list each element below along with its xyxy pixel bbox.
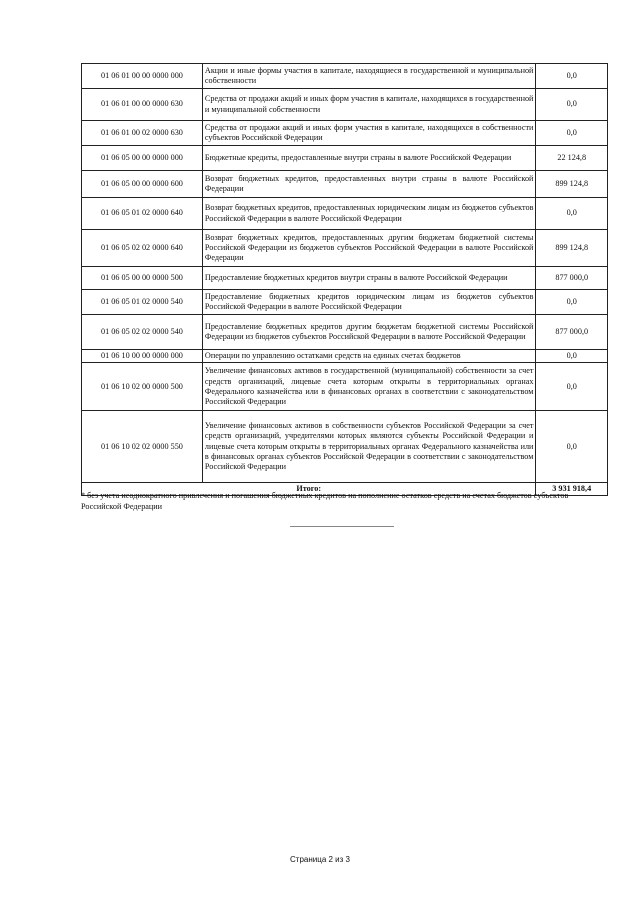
budget-code-cell: 01 06 01 00 02 0000 630 xyxy=(82,121,203,146)
table-row xyxy=(82,350,608,363)
amount-cell: 899 124,8 xyxy=(536,230,608,267)
amount-cell: 22 124,8 xyxy=(536,146,608,171)
table-row xyxy=(82,363,608,411)
footnote: * без учета неоднократного привлечения и погашения бюджетных кредитов на пополнение остатков средств на счетах бюджетов субъектов Российской Федерации xyxy=(81,491,569,511)
description-cell: Средства от продажи акций и иных форм участия в капитале, находящихся в государственной и муниципальной собственности xyxy=(202,89,536,121)
budget-code-cell: 01 06 01 00 00 0000 630 xyxy=(82,89,203,121)
total-label: Итого: xyxy=(82,483,536,496)
table-row xyxy=(82,315,608,350)
amount-cell: 0,0 xyxy=(536,121,608,146)
separator-line xyxy=(290,526,394,527)
description-cell: Возврат бюджетных кредитов, предоставленных внутри страны в валюте Российской Федерации xyxy=(202,171,536,198)
budget-code-cell: 01 06 05 00 00 0000 500 xyxy=(82,267,203,290)
amount-cell: 877 000,0 xyxy=(536,315,608,350)
amount-cell: 0,0 xyxy=(536,89,608,121)
description-cell: Увеличение финансовых активов в государственной (муниципальной) собственности за счет средств организаций, лицевые счета которым открыты в территориальных органах Федерального казначейства или в финансовых органах в соответствии с законодательством Российской Федерации xyxy=(202,363,536,411)
table-body xyxy=(82,64,608,496)
budget-code-cell: 01 06 05 00 00 0000 000 xyxy=(82,146,203,171)
description-cell: Возврат бюджетных кредитов, предоставленных юридическим лицам из бюджетов субъектов Российской Федерации в валюте Российской Федерации xyxy=(202,198,536,230)
page-number: Страница 2 из 3 xyxy=(290,855,350,864)
description-cell: Бюджетные кредиты, предоставленные внутри страны в валюте Российской Федерации xyxy=(202,146,536,171)
description-cell: Операции по управлению остатками средств на единых счетах бюджетов xyxy=(202,350,536,363)
table-row xyxy=(82,171,608,198)
table-row xyxy=(82,290,608,315)
description-cell: Акции и иные формы участия в капитале, находящиеся в государственной и муниципальной собственности xyxy=(202,64,536,89)
description-cell: Средства от продажи акций и иных форм участия в капитале, находящихся в собственности субъектов Российской Федерации xyxy=(202,121,536,146)
amount-cell: 0,0 xyxy=(536,363,608,411)
table-row xyxy=(82,411,608,483)
amount-cell: 0,0 xyxy=(536,411,608,483)
budget-code-cell: 01 06 05 01 02 0000 640 xyxy=(82,198,203,230)
table-row xyxy=(82,267,608,290)
budget-code-cell: 01 06 10 00 00 0000 000 xyxy=(82,350,203,363)
amount-cell: 0,0 xyxy=(536,350,608,363)
table-row xyxy=(82,89,608,121)
amount-cell: 899 124,8 xyxy=(536,171,608,198)
table-row xyxy=(82,146,608,171)
description-cell: Предоставление бюджетных кредитов другим бюджетам бюджетной системы Российской Федерации из бюджетов субъектов Российской Федерации в валюте Российской Федерации xyxy=(202,315,536,350)
description-cell: Предоставление бюджетных кредитов внутри страны в валюте Российской Федерации xyxy=(202,267,536,290)
budget-code-cell: 01 06 10 02 00 0000 500 xyxy=(82,363,203,411)
budget-code-cell: 01 06 05 01 02 0000 540 xyxy=(82,290,203,315)
table-row xyxy=(82,64,608,89)
budget-code-cell: 01 06 05 02 02 0000 540 xyxy=(82,315,203,350)
budget-code-cell: 01 06 01 00 00 0000 000 xyxy=(82,64,203,89)
budget-code-cell: 01 06 10 02 02 0000 550 xyxy=(82,411,203,483)
budget-sources-table xyxy=(81,63,608,496)
description-cell: Увеличение финансовых активов в собственности субъектов Российской Федерации за счет средств организаций, учредителями которых являются субъекты Российской Федерации и лицевые счета которым открыты в территориальных органах Федерального казначейства или в финансовых органах субъектов Российской Федерации в соответствии с законодательством Российской Федерации xyxy=(202,411,536,483)
table-row xyxy=(82,121,608,146)
budget-code-cell: 01 06 05 00 00 0000 600 xyxy=(82,171,203,198)
table-row xyxy=(82,198,608,230)
amount-cell: 877 000,0 xyxy=(536,267,608,290)
amount-cell: 0,0 xyxy=(536,64,608,89)
table-row xyxy=(82,230,608,267)
description-cell: Предоставление бюджетных кредитов юридическим лицам из бюджетов субъектов Российской Федерации в валюте Российской Федерации xyxy=(202,290,536,315)
amount-cell: 0,0 xyxy=(536,290,608,315)
description-cell: Возврат бюджетных кредитов, предоставленных другим бюджетам бюджетной системы Российской Федерации из бюджетов субъектов Российской Федерации в валюте Российской Федерации xyxy=(202,230,536,267)
amount-cell: 0,0 xyxy=(536,198,608,230)
budget-code-cell: 01 06 05 02 02 0000 640 xyxy=(82,230,203,267)
total-value: 3 931 918,4 xyxy=(536,483,608,496)
